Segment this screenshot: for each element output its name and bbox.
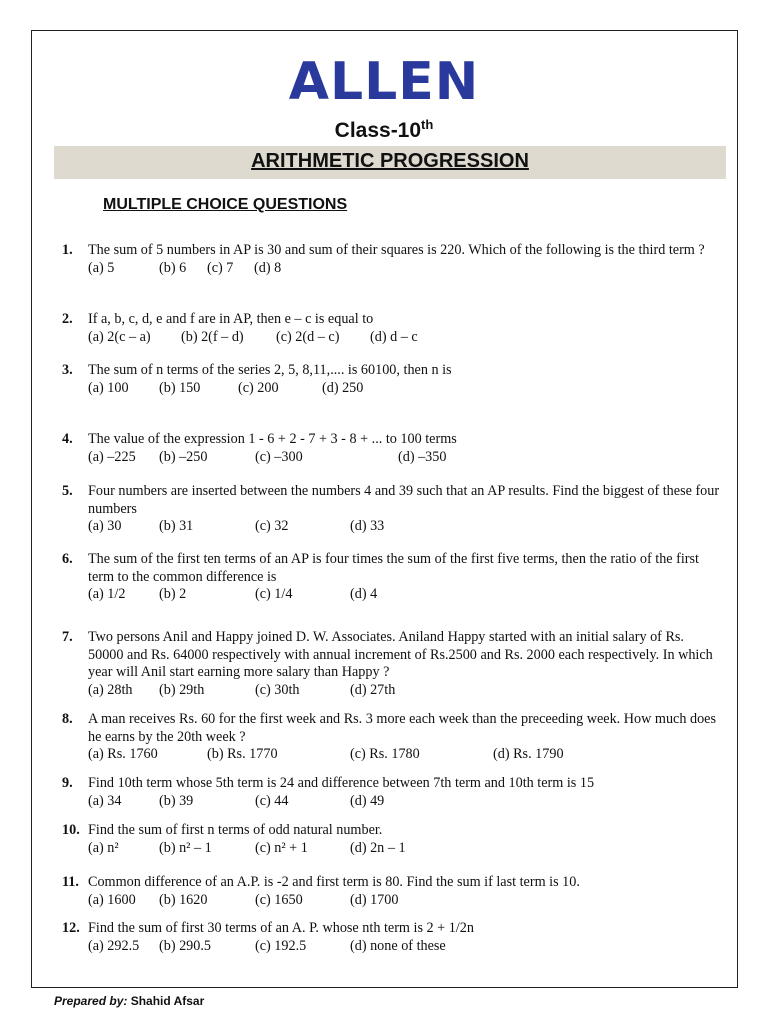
footer-label: Prepared by:: [54, 994, 128, 1008]
option-c: (c) n² + 1: [255, 839, 308, 856]
footer-credit: [54, 994, 204, 1008]
option-b: (b) 29th: [159, 681, 205, 698]
option-b: (b) Rs. 1770: [207, 746, 278, 762]
option-a: (a) –225: [88, 448, 136, 465]
option-a: (a) 30: [88, 518, 122, 534]
option-b: (b) 6: [159, 259, 187, 276]
question-number: 8.: [62, 711, 73, 727]
question-number: 6.: [62, 551, 73, 567]
question-number: 11.: [62, 874, 79, 890]
question-11: [62, 874, 722, 909]
options-row: [88, 892, 722, 910]
question-text: The sum of the first ten terms of an AP is four times the sum of the first five terms, then the ratio of the first term to the common difference is: [88, 551, 699, 585]
options-row: [88, 586, 722, 604]
option-a: (a) Rs. 1760: [88, 746, 158, 762]
option-d: (d) 33: [350, 518, 385, 534]
question-text: Common difference of an A.P. is -2 and first term is 80. Find the sum if last term is 10.: [88, 874, 580, 890]
question-number: 12.: [62, 920, 80, 936]
options-row: [88, 793, 722, 811]
question-text: Find the sum of first n terms of odd natural number.: [88, 822, 383, 838]
question-text: Two persons Anil and Happy joined D. W. Associates. Aniland Happy started with an initial salary of Rs. 50000 and Rs. 64000 respectively with annual increment of Rs.2500 and Rs. 2000 each respectively. In which year will Anil start earning more salary than Happy ?: [88, 629, 713, 680]
option-c: (c) 1650: [255, 891, 303, 908]
option-b: (b) 150: [159, 379, 201, 396]
option-b: (b) 31: [159, 518, 194, 534]
option-d: (d) 4: [350, 586, 378, 602]
option-d: (d) 49: [350, 792, 385, 809]
option-b: (b) 2: [159, 586, 187, 602]
question-number: 7.: [62, 629, 73, 645]
question-number: 2.: [62, 311, 73, 327]
options-row: [88, 329, 722, 347]
question-7: [62, 629, 722, 699]
class-superscript: th: [421, 117, 434, 132]
class-base: Class-10: [334, 119, 422, 142]
options-row: [88, 938, 722, 956]
question-12: [62, 920, 722, 955]
question-6: [62, 551, 722, 604]
option-c: (c) 192.5: [255, 937, 307, 954]
option-b: (b) 290.5: [159, 937, 212, 954]
option-b: (b) 39: [159, 792, 194, 809]
options-row: [88, 840, 722, 858]
question-5: [62, 483, 722, 536]
question-text: Find 10th term whose 5th term is 24 and difference between 7th term and 10th term is 15: [88, 775, 595, 791]
option-a: (a) 5: [88, 259, 115, 276]
option-c: (c) Rs. 1780: [350, 746, 420, 762]
option-a: (a) 1/2: [88, 586, 126, 602]
question-9: [62, 775, 722, 810]
option-d: (d) 250: [322, 379, 364, 396]
question-10: [62, 822, 722, 857]
question-text: A man receives Rs. 60 for the first week and Rs. 3 more each week than the preceeding week. How much does he earns by the 20th week ?: [88, 711, 716, 745]
option-b: (b) n² – 1: [159, 839, 212, 856]
option-c: (c) 7: [207, 259, 234, 276]
allen-logo: ALLEN: [288, 52, 480, 112]
option-a: (a) 34: [88, 792, 122, 809]
title-band: [54, 146, 726, 179]
option-c: (c) 2(d – c): [276, 328, 340, 345]
section-heading: MULTIPLE CHOICE QUESTIONS: [103, 196, 348, 213]
option-a: (a) 100: [88, 379, 129, 396]
options-row: [88, 746, 722, 764]
option-d: (d) d – c: [370, 328, 418, 345]
option-c: (c) 44: [255, 792, 289, 809]
option-c: (c) –300: [255, 448, 303, 465]
options-row: [88, 682, 722, 700]
question-number: 3.: [62, 362, 73, 378]
question-text: The sum of 5 numbers in AP is 30 and sum of their squares is 220. Which of the following is the third term ?: [88, 242, 705, 258]
question-number: 4.: [62, 431, 73, 447]
option-c: (c) 1/4: [255, 586, 293, 602]
question-text: The value of the expression 1 - 6 + 2 - 7 + 3 - 8 + ... to 100 terms: [88, 431, 457, 447]
option-b: (b) 1620: [159, 891, 208, 908]
options-row: [88, 518, 722, 536]
options-row: [88, 380, 722, 398]
option-b: (b) 2(f – d): [181, 328, 244, 345]
option-c: (c) 32: [255, 518, 289, 534]
options-row: [88, 260, 722, 278]
option-a: (a) 2(c – a): [88, 328, 151, 345]
question-number: 1.: [62, 242, 73, 258]
option-d: (d) none of these: [350, 937, 446, 954]
option-d: (d) 8: [254, 259, 282, 276]
question-4: [62, 431, 722, 466]
option-b: (b) –250: [159, 448, 208, 465]
class-label: [0, 112, 768, 144]
option-c: (c) 30th: [255, 681, 300, 698]
question-text: Four numbers are inserted between the numbers 4 and 39 such that an AP results. Find the biggest of these four numbers: [88, 483, 720, 517]
option-d: (d) Rs. 1790: [493, 746, 564, 762]
question-text: If a, b, c, d, e and f are in AP, then e – c is equal to: [88, 311, 374, 327]
option-d: (d) –350: [398, 448, 447, 465]
option-a: (a) 28th: [88, 681, 133, 698]
option-a: (a) 292.5: [88, 937, 140, 954]
question-1: [62, 242, 722, 277]
option-c: (c) 200: [238, 379, 279, 396]
question-8: [62, 711, 722, 764]
page-title: ARITHMETIC PROGRESSION: [251, 150, 529, 172]
question-number: 10.: [62, 822, 80, 838]
question-3: [62, 362, 722, 397]
question-number: 9.: [62, 775, 73, 791]
question-text: Find the sum of first 30 terms of an A. P. whose nth term is 2 + 1/2n: [88, 920, 474, 936]
question-number: 5.: [62, 483, 73, 499]
question-text: The sum of n terms of the series 2, 5, 8,11,.... is 60100, then n is: [88, 362, 452, 378]
option-d: (d) 27th: [350, 681, 396, 698]
option-a: (a) n²: [88, 839, 119, 856]
footer-author: Shahid Afsar: [130, 994, 205, 1008]
option-d: (d) 2n – 1: [350, 839, 406, 856]
option-d: (d) 1700: [350, 891, 399, 908]
option-a: (a) 1600: [88, 891, 136, 908]
options-row: [88, 449, 722, 467]
question-2: [62, 311, 722, 346]
